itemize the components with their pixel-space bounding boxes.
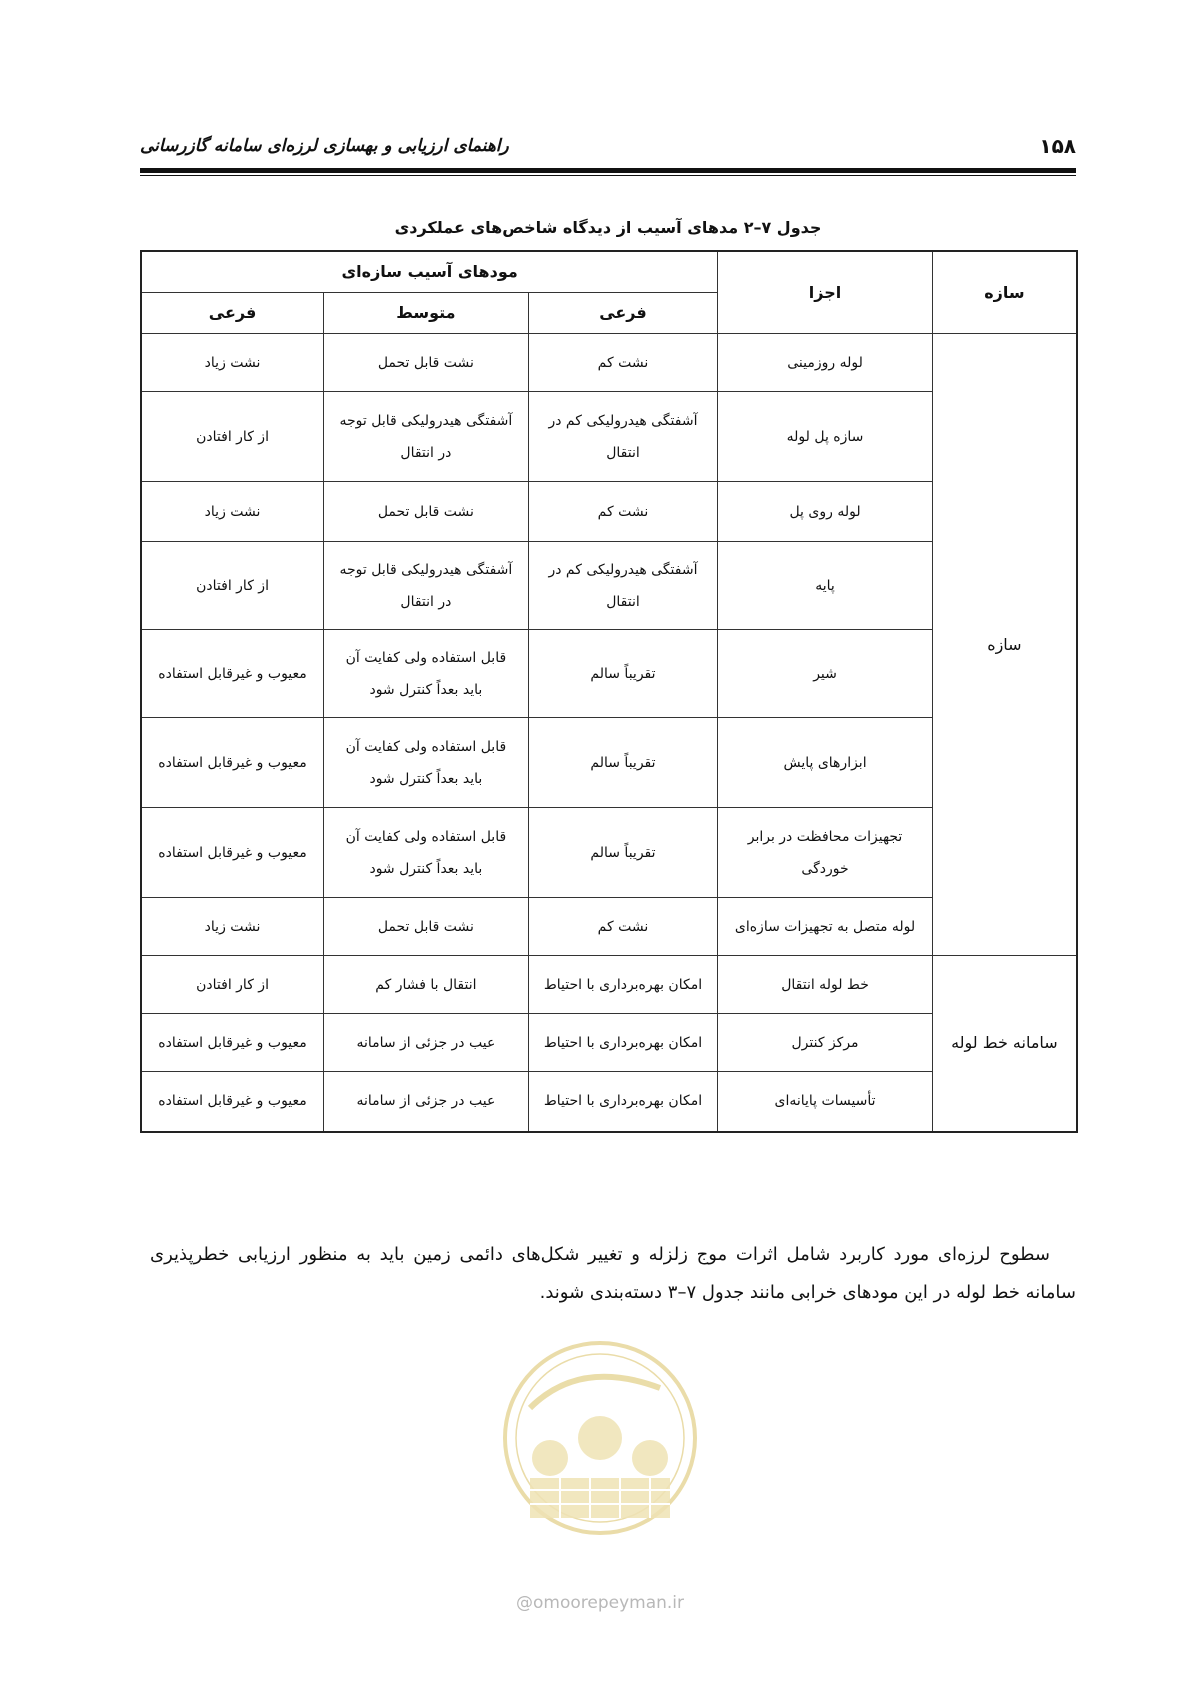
damage-mode-cell: نشت کم — [528, 898, 718, 956]
damage-mode-cell: تقریباً سالم — [528, 718, 718, 808]
damage-mode-cell: معیوب و غیرقابل استفاده — [141, 718, 324, 808]
damage-mode-cell: انتقال با فشار کم — [324, 956, 529, 1014]
damage-mode-cell: قابل استفاده ولی کفایت آن باید بعداً کنترل شود — [324, 718, 529, 808]
damage-mode-cell: نشت قابل تحمل — [324, 898, 529, 956]
damage-modes-table — [140, 250, 1078, 1133]
part-cell: تأسیسات پایانه‌ای — [718, 1072, 933, 1132]
damage-mode-cell: آشفتگی هیدرولیکی کم در انتقال — [528, 542, 718, 630]
watermark-logo — [490, 1318, 710, 1618]
damage-mode-cell: امکان بهره‌برداری با احتیاط — [528, 956, 718, 1014]
group-label: سامانه خط لوله — [932, 956, 1077, 1132]
damage-mode-cell: نشت زیاد — [141, 334, 324, 392]
damage-mode-cell: قابل استفاده ولی کفایت آن باید بعداً کنترل شود — [324, 630, 529, 718]
damage-mode-cell: نشت کم — [528, 482, 718, 542]
damage-mode-cell: نشت کم — [528, 334, 718, 392]
damage-mode-cell: معیوب و غیرقابل استفاده — [141, 630, 324, 718]
damage-mode-cell: از کار افتادن — [141, 542, 324, 630]
header-sub-minor-2: فرعی — [141, 293, 324, 334]
page-header — [140, 126, 1076, 166]
table-row — [141, 956, 1077, 1014]
header-parts: اجزا — [718, 251, 933, 334]
damage-mode-cell: نشت زیاد — [141, 482, 324, 542]
part-cell: تجهیزات محافظت در برابر خوردگی — [718, 808, 933, 898]
damage-mode-cell: نشت قابل تحمل — [324, 334, 529, 392]
table-caption: جدول ۷–۲ مدهای آسیب از دیدگاه شاخص‌های عملکردی — [394, 218, 822, 237]
omoorepeyman-seal-icon — [490, 1318, 710, 1618]
damage-mode-cell: عیب در جزئی از سامانه — [324, 1014, 529, 1072]
part-cell: خط لوله انتقال — [718, 956, 933, 1014]
damage-mode-cell: آشفتگی هیدرولیکی قابل توجه در انتقال — [324, 392, 529, 482]
header-structure: سازه — [932, 251, 1077, 334]
damage-mode-cell: قابل استفاده ولی کفایت آن باید بعداً کنترل شود — [324, 808, 529, 898]
part-cell: لوله متصل به تجهیزات سازه‌ای — [718, 898, 933, 956]
damage-mode-cell: از کار افتادن — [141, 956, 324, 1014]
body-paragraph: سطوح لرزه‌ای مورد کاربرد شامل اثرات موج زلزله و تغییر شکل‌های دائمی زمین باید به منظور ارزیابی خطرپذیری سامانه خط لوله در این مودهای خرابی مانند جدول ۷–۳ دسته‌بندی شوند. — [150, 1244, 1076, 1303]
damage-mode-cell: تقریباً سالم — [528, 808, 718, 898]
watermark-url: @omoorepeyman.ir — [515, 1593, 685, 1613]
part-cell: مرکز کنترل — [718, 1014, 933, 1072]
damage-mode-cell: نشت قابل تحمل — [324, 482, 529, 542]
damage-mode-cell: تقریباً سالم — [528, 630, 718, 718]
page-number: ۱۵۸ — [1039, 134, 1076, 158]
damage-mode-cell: امکان بهره‌برداری با احتیاط — [528, 1014, 718, 1072]
damage-mode-cell: آشفتگی هیدرولیکی قابل توجه در انتقال — [324, 542, 529, 630]
damage-mode-cell: از کار افتادن — [141, 392, 324, 482]
part-cell: ابزارهای پایش — [718, 718, 933, 808]
running-title: راهنمای ارزیابی و بهسازی لرزه‌ای سامانه گازرسانی — [140, 136, 509, 156]
damage-mode-cell: معیوب و غیرقابل استفاده — [141, 1072, 324, 1132]
part-cell: سازه پل لوله — [718, 392, 933, 482]
damage-mode-cell: آشفتگی هیدرولیکی کم در انتقال — [528, 392, 718, 482]
damage-mode-cell: عیب در جزئی از سامانه — [324, 1072, 529, 1132]
header-rule-thin — [140, 175, 1076, 176]
group-label: سازه — [932, 334, 1077, 956]
part-cell: شیر — [718, 630, 933, 718]
header-sub-moderate: متوسط — [324, 293, 529, 334]
header-sub-minor-1: فرعی — [528, 293, 718, 334]
part-cell: لوله روی پل — [718, 482, 933, 542]
header-damage-modes: مودهای آسیب سازه‌ای — [141, 251, 718, 293]
table-row — [141, 334, 1077, 392]
table-body — [141, 334, 1077, 1132]
damage-mode-cell: معیوب و غیرقابل استفاده — [141, 808, 324, 898]
part-cell: لوله روزمینی — [718, 334, 933, 392]
header-rule-thick — [140, 168, 1076, 173]
damage-mode-cell: معیوب و غیرقابل استفاده — [141, 1014, 324, 1072]
damage-mode-cell: نشت زیاد — [141, 898, 324, 956]
part-cell: پایه — [718, 542, 933, 630]
damage-mode-cell: امکان بهره‌برداری با احتیاط — [528, 1072, 718, 1132]
